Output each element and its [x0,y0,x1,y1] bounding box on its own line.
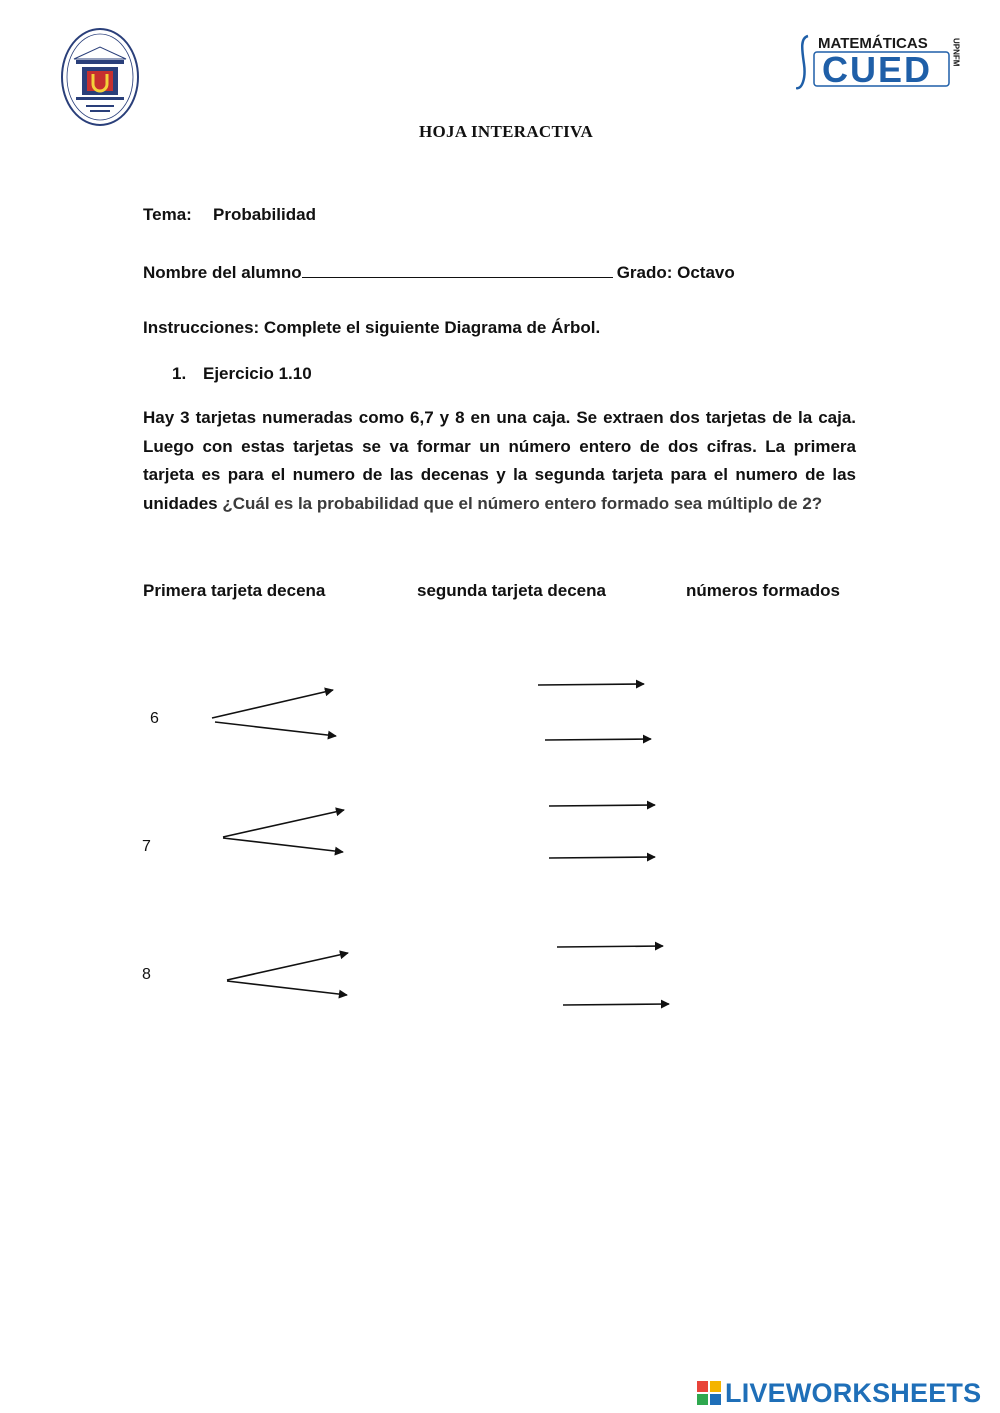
branch-8-lower-arrow [227,981,347,995]
branch-7-upper-arrow [223,810,344,837]
result-arrow-2 [545,739,651,740]
result-arrow-3 [549,805,655,806]
result-arrow-5 [557,946,663,947]
school-seal-logo [60,27,140,127]
exercise-number: 1. [172,364,187,383]
logo-matematicas-text: MATEMÁTICAS [818,35,928,52]
exercise-label: Ejercicio 1.10 [203,364,312,383]
tema-label: Tema: [143,205,192,224]
problem-statement [143,404,856,518]
nombre-label: Nombre del alumno [143,263,302,282]
first-card-7: 7 [142,838,151,855]
branch-6-upper-arrow [212,690,333,718]
branch-8-upper-arrow [227,953,348,980]
result-arrow-1 [538,684,644,685]
column-header-first-card: Primera tarjeta decena [143,581,326,600]
branch-6-lower-arrow [215,722,336,736]
first-card-8: 8 [142,966,151,983]
liveworksheets-brand-prefix: LIVE [725,1377,786,1408]
column-header-second-card: segunda tarjeta decena [417,581,606,600]
result-arrow-4 [549,857,655,858]
column-header-numbers-formed: números formados [686,581,840,600]
instructions: Instrucciones: Complete el siguiente Diagrama de Árbol. [143,318,601,337]
branch-7-lower-arrow [223,838,343,852]
grado-label: Grado: Octavo [616,263,735,282]
problem-question: ¿Cuál es la probabilidad que el número entero formado sea múltiplo de 2? [222,493,823,513]
exercise-heading [172,364,312,384]
liveworksheets-mark-icon [697,1381,721,1405]
page-title: HOJA INTERACTIVA [418,122,594,141]
matematicas-cued-logo [796,30,966,94]
logo-cued-text: CUED [822,49,933,90]
liveworksheets-logo [697,1376,981,1410]
student-name-row [143,262,735,283]
result-arrow-6 [563,1004,669,1005]
tema-value: Probabilidad [213,205,316,224]
liveworksheets-brand-suffix: WORKSHEETS [785,1377,982,1408]
first-card-6: 6 [150,710,159,727]
student-name-blank[interactable] [302,262,613,278]
problem-text: Hay 3 tarjetas numeradas como 6,7 y 8 en una caja. Se extraen dos tarjetas de la caja. Luego con estas tarjetas se va formar un número entero de dos cifras. La primera tarjeta es para el numero de las decenas y la segunda tarjeta para el numero de las unidades [143,408,856,513]
logo-side-text: UPNFM [951,38,961,67]
